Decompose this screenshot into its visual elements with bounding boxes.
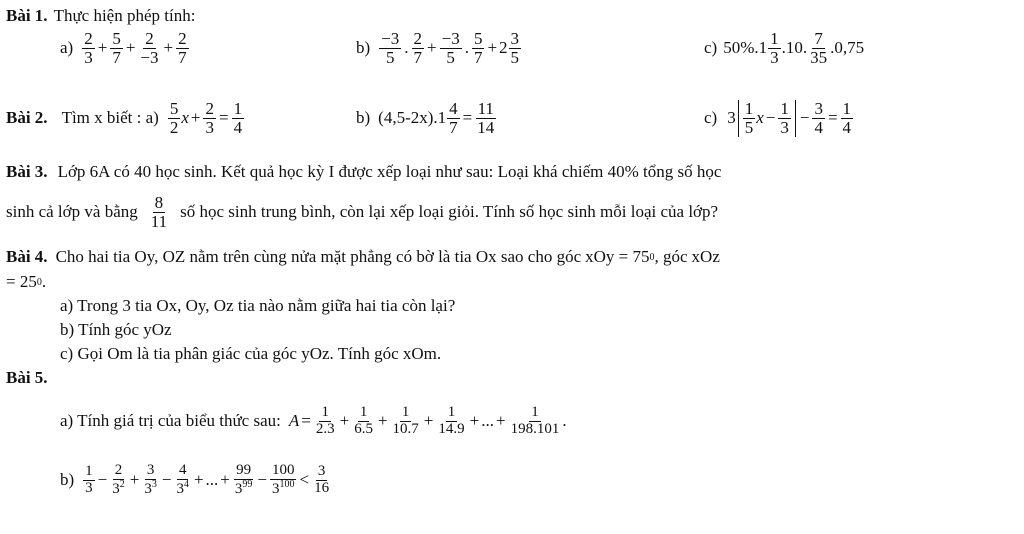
b5-title: Bài 5. <box>6 368 48 387</box>
fraction: $\frac{3}{3^3}$ <box>144 462 157 497</box>
b1-c: c) 50%. 1 $\frac{1}{3}$ .10. $\frac{7}{35}$ .0,75 <box>704 29 865 67</box>
b1-b-label: b) <box>356 38 371 58</box>
fraction: $\frac{1}{5}$ <box>744 99 754 137</box>
fraction: $\frac{3}{16}$ <box>314 463 330 496</box>
b1-c-label: c) <box>704 38 718 58</box>
fraction: $\frac{2}{7}$ <box>413 29 423 67</box>
b3-line2: sinh cả lớp và bằng $\frac{8}{11}$ số học sinh trung bình, còn lại xếp loại giỏi. Tính số học sinh mỗi loại của lớp? <box>6 193 719 231</box>
b2-title: Bài 2. <box>6 108 48 128</box>
b4-qb: b) Tính góc yOz <box>60 320 172 339</box>
fraction: $\frac{5}{2}$ <box>169 99 179 137</box>
fraction: $\frac{3}{4}$ <box>814 99 823 137</box>
fraction: $\frac{1}{14.9}$ <box>438 404 465 437</box>
fraction: $\frac{1}{3}$ <box>85 463 93 496</box>
fraction: $\frac{-3}{5}$ <box>381 29 400 67</box>
fraction: $\frac{1}{3}$ <box>780 99 789 137</box>
fraction: $\frac{4}{7}$ <box>449 99 458 137</box>
fraction: $\frac{2}{-3}$ <box>140 29 159 67</box>
absolute-value: $\frac{1}{5}$ x − $\frac{1}{3}$ <box>738 100 796 137</box>
b5-a: a) Tính giá trị của biểu thức sau: A = $\frac{1}{2.3}$ + $\frac{1}{6.5}$ + $\frac{1}{10.7}$ + $\frac{1}{14.9}$ + ... + $\frac{1}{198.101}$ . <box>60 404 567 437</box>
fraction: $\frac{5}{7}$ <box>112 29 121 67</box>
b2-intro: Tìm x biết : a) <box>61 108 159 128</box>
fraction: $\frac{11}{14}$ <box>477 99 495 137</box>
b1-title: Bài 1. <box>6 6 48 25</box>
fraction: $\frac{1}{198.101}$ <box>510 404 560 437</box>
fraction: $\frac{1}{4}$ <box>233 99 243 137</box>
fraction: $\frac{4}{3^4}$ <box>176 462 189 497</box>
fraction: $\frac{1}{6.5}$ <box>354 404 373 437</box>
b3-line1: Bài 3. Lớp 6A có 40 học sinh. Kết quả học kỳ I được xếp loại như sau: Loại khá chiếm 40% tổng số học <box>6 162 722 181</box>
fraction: $\frac{99}{3^{99}}$ <box>234 462 253 497</box>
fraction: $\frac{1}{4}$ <box>842 99 852 137</box>
fraction: $\frac{2}{7}$ <box>178 29 187 67</box>
b1-intro: Thực hiện phép tính: <box>53 6 196 25</box>
b4-line2: = 25 0 . <box>6 272 47 291</box>
b5-header <box>6 368 48 388</box>
b4-qa: a) Trong 3 tia Ox, Oy, Oz tia nào nằm giữa hai tia còn lại? <box>60 296 456 315</box>
fraction: $\frac{2}{3}$ <box>84 29 93 67</box>
fraction: $\frac{1}{10.7}$ <box>392 404 419 437</box>
fraction: $\frac{100}{3^{100}}$ <box>271 462 295 497</box>
b1-b: b) $\frac{-3}{5}$ . $\frac{2}{7}$ + $\frac{-3}{5}$ . $\frac{5}{7}$ + 2 $\frac{3}{5}$ <box>356 29 520 67</box>
fraction: $\frac{2}{3}$ <box>205 99 214 137</box>
fraction: $\frac{1}{2.3}$ <box>315 404 335 437</box>
b4-title: Bài 4. <box>6 247 48 266</box>
b1-a: a) $\frac{2}{3}$ + $\frac{5}{7}$ + $\frac{2}{-3}$ + $\frac{2}{7}$ <box>60 29 187 67</box>
fraction: $\frac{8}{11}$ <box>150 193 168 231</box>
fraction: $\frac{3}{5}$ <box>510 29 520 67</box>
b4-line1: Bài 4. Cho hai tia Oy, OZ nằm trên cùng nửa mặt phẳng có bờ là tia Ox sao cho góc xOy = 75 0 , góc xOz <box>6 247 720 266</box>
b1-a-label: a) <box>60 38 74 58</box>
b5-b: b) $\frac{1}{3}$ − $\frac{2}{3^2}$ + $\frac{3}{3^3}$ − $\frac{4}{3^4}$ + ... + $\frac{99}{3^{99}}$ − $\frac{100}{3^{100}}$ < $\frac{3}{16}$ <box>60 462 330 497</box>
fraction: $\frac{-3}{5}$ <box>441 29 460 67</box>
fraction: $\frac{7}{35}$ <box>810 29 828 67</box>
b4-qc: c) Gọi Om là tia phân giác của góc yOz. Tính góc xOm. <box>60 344 442 363</box>
b3-title: Bài 3. <box>6 162 48 181</box>
fraction: $\frac{5}{7}$ <box>473 29 483 67</box>
b2-a: Bài 2. Tìm x biết : a) $\frac{5}{2}$ x + $\frac{2}{3}$ = $\frac{1}{4}$ <box>6 99 243 137</box>
b2-b: b) (4,5-2x). 1 $\frac{4}{7}$ = $\frac{11}{14}$ <box>356 99 495 137</box>
fraction: $\frac{1}{3}$ <box>770 29 779 67</box>
fraction: $\frac{2}{3^2}$ <box>112 462 125 497</box>
b2-c: c) 3 $\frac{1}{5}$ x − $\frac{1}{3}$ − $\frac{3}{4}$ = $\frac{1}{4}$ <box>704 99 852 137</box>
b1-header <box>6 6 195 26</box>
